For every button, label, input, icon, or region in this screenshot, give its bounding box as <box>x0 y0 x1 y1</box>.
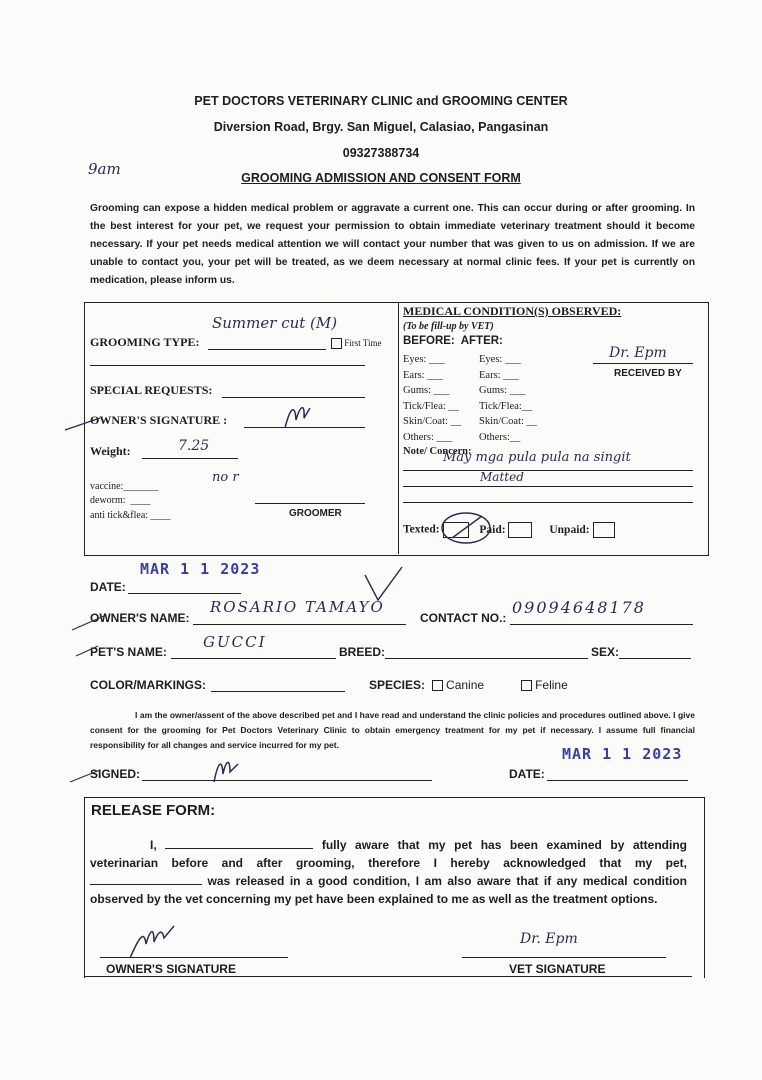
release-owner-blank[interactable] <box>165 837 313 849</box>
before-skincoat: Skin/Coat: <box>403 416 448 428</box>
first-time-label: First Time <box>344 338 382 348</box>
note-rule-3 <box>403 502 693 503</box>
after-others: Others: <box>479 431 510 443</box>
owner-signature-label: OWNER'S SIGNATURE : <box>90 413 228 427</box>
date-line[interactable] <box>128 593 241 594</box>
clinic-name: PET DOCTORS VETERINARY CLINIC and GROOMING CENTER <box>194 94 568 108</box>
note-rule-1 <box>403 470 693 471</box>
date-label: DATE: <box>90 580 126 594</box>
owner-sig-label: OWNER'S SIGNATURE <box>106 962 236 976</box>
after-gums: Gums: <box>479 385 508 397</box>
received-by-label: RECEIVED BY <box>614 368 682 379</box>
note-rule-2 <box>403 486 693 487</box>
after-tickflea: Tick/Flea: <box>479 400 522 412</box>
weight-value[interactable]: 7.25 <box>178 438 210 454</box>
breed-label: BREED: <box>339 645 386 659</box>
release-pet-blank[interactable] <box>90 873 202 885</box>
release-text-c: was released in a good condition, I am also aware that if any medical condition observed by the vet concerning my pet have been explained to me as well as the treatment options. <box>90 874 687 906</box>
owner-signature-scribble <box>60 398 330 438</box>
after-eyes: Eyes: <box>479 354 503 365</box>
clinic-phone: 09327388734 <box>342 146 420 160</box>
consent-paragraph: I am the owner/assent of the above described pet and I have read and understand the clinic policies and procedures outlined above. I give consent for the grooming for Pet Doctors Veterinary Clinic to obtain emergency treatment for my pet if necessary. I assume full financial responsibility for all changes and service incurred for my pet. <box>90 710 695 750</box>
canine-label: Canine <box>446 678 485 692</box>
owner-tick-mark <box>70 612 110 634</box>
feline-checkbox[interactable] <box>521 680 532 691</box>
release-text-b: fully aware that my pet has been examined by attending veterinarian before and after grooming, therefore I hereby acknowledged that my pet, <box>90 838 687 870</box>
before-others: Others: <box>403 431 434 443</box>
release-text-a: I, <box>150 838 157 852</box>
groomer-line <box>255 503 365 504</box>
release-bottom-rule <box>84 976 692 977</box>
pet-name-line <box>171 658 336 659</box>
pet-tick-mark <box>74 642 104 660</box>
first-time-checkbox[interactable] <box>331 338 342 349</box>
deworm-label: deworm: <box>90 495 126 506</box>
contact-value[interactable]: 09094648178 <box>512 598 646 617</box>
note-label: Note/ Concern: <box>403 446 472 457</box>
paid-label: Paid: <box>479 523 506 536</box>
after-list: Eyes: ___ Ears: ___ Gums: ___ Tick/Flea:__ Skin/Coat: __ Others:__ <box>479 354 538 443</box>
date-stamp: MAR 1 1 2023 <box>140 560 261 578</box>
before-eyes: Eyes: <box>403 354 427 365</box>
before-label: BEFORE: <box>403 335 455 347</box>
owner-name-line <box>193 624 406 625</box>
texted-label: Texted: <box>403 523 440 536</box>
special-requests-label: SPECIAL REQUESTS: <box>90 383 213 397</box>
owner-sig-line[interactable] <box>100 957 288 958</box>
consent-date-line[interactable] <box>547 780 688 781</box>
grooming-type-line <box>208 349 326 350</box>
before-list: Eyes: ___ Ears: ___ Gums: ___ Tick/Flea: __ Skin/Coat: __ Others: ___ <box>403 354 462 443</box>
unpaid-checkbox[interactable] <box>593 522 615 538</box>
pet-name-label: PET'S NAME: <box>90 645 167 659</box>
before-ears: Ears: <box>403 369 425 381</box>
after-label: AFTER: <box>460 335 503 347</box>
received-by-line <box>593 363 693 364</box>
contact-label: CONTACT NO.: <box>420 611 507 625</box>
weight-line <box>142 458 238 459</box>
canine-checkbox[interactable] <box>432 680 443 691</box>
medical-subtitle: (To be fill-up by VET) <box>403 321 494 332</box>
release-title: RELEASE FORM: <box>91 802 216 819</box>
after-skincoat: Skin/Coat: <box>479 416 524 428</box>
note-line-2[interactable]: Matted <box>480 470 524 484</box>
box-divider <box>398 302 399 554</box>
groomer-label: GROOMER <box>289 508 342 519</box>
paid-checkbox[interactable] <box>508 522 532 538</box>
color-markings-label: COLOR/MARKINGS: <box>90 678 206 692</box>
medical-title: MEDICAL CONDITION(S) OBSERVED: <box>403 304 622 318</box>
antitick-label: anti tick&flea: <box>90 510 149 521</box>
pet-name-value[interactable]: GUCCI <box>203 633 267 651</box>
note-line-1[interactable]: May mga pula pula na singit <box>443 450 631 465</box>
contact-line <box>510 624 693 625</box>
vet-sig-line[interactable] <box>462 957 666 958</box>
before-gums: Gums: <box>403 385 432 397</box>
owner-name-value[interactable]: ROSARIO TAMAYO <box>210 598 385 616</box>
grooming-type-value[interactable]: Summer cut (M) <box>212 314 338 332</box>
weight-label: Weight: <box>90 444 131 458</box>
unpaid-label: Unpaid: <box>549 523 590 536</box>
grooming-type-line-2 <box>90 365 365 366</box>
grooming-type-label: GROOMING TYPE: <box>90 335 200 349</box>
form-title: GROOMING ADMISSION AND CONSENT FORM <box>241 171 521 185</box>
species-label: SPECIES: <box>369 678 426 692</box>
clinic-address: Diversion Road, Brgy. San Miguel, Calasiao, Pangasinan <box>213 120 549 134</box>
vet-sig-value: Dr. Epm <box>520 931 578 947</box>
vaccine-label: vaccine: <box>90 481 124 492</box>
consent-date-stamp: MAR 1 1 2023 <box>562 745 683 763</box>
handwritten-time: 9am <box>88 160 121 178</box>
breed-line[interactable] <box>385 658 588 659</box>
sex-label: SEX: <box>591 645 620 659</box>
received-by-value: Dr. Epm <box>609 345 667 361</box>
signed-label: SIGNED: <box>90 767 141 781</box>
feline-label: Feline <box>535 678 568 692</box>
after-ears: Ears: <box>479 369 501 381</box>
owner-name-label: OWNER'S NAME: <box>90 611 190 625</box>
texted-check-mark <box>438 508 498 546</box>
sex-line[interactable] <box>619 658 691 659</box>
consent-date-label: DATE: <box>509 767 545 781</box>
consent-signature-scribble <box>66 752 266 786</box>
vet-sig-label: VET SIGNATURE <box>509 962 606 976</box>
release-paragraph <box>90 836 687 908</box>
intro-paragraph: Grooming can expose a hidden medical problem or aggravate a current one. This can occur during or after grooming. In the best interest for your pet, we request your permission to obtain immediate veterinary treatment should it become necessary. If your pet needs medical attention we will contact your number that was given to us on admission. If we are unable to contact you, your pet will be treated, as we deem necessary at normal clinic fees. If your pet is currently on medication, please inform us. <box>90 203 695 286</box>
release-owner-signature <box>120 920 200 962</box>
no-record-note: no r <box>212 470 239 485</box>
color-markings-line[interactable] <box>211 691 345 692</box>
before-tickflea: Tick/Flea: <box>403 400 446 412</box>
